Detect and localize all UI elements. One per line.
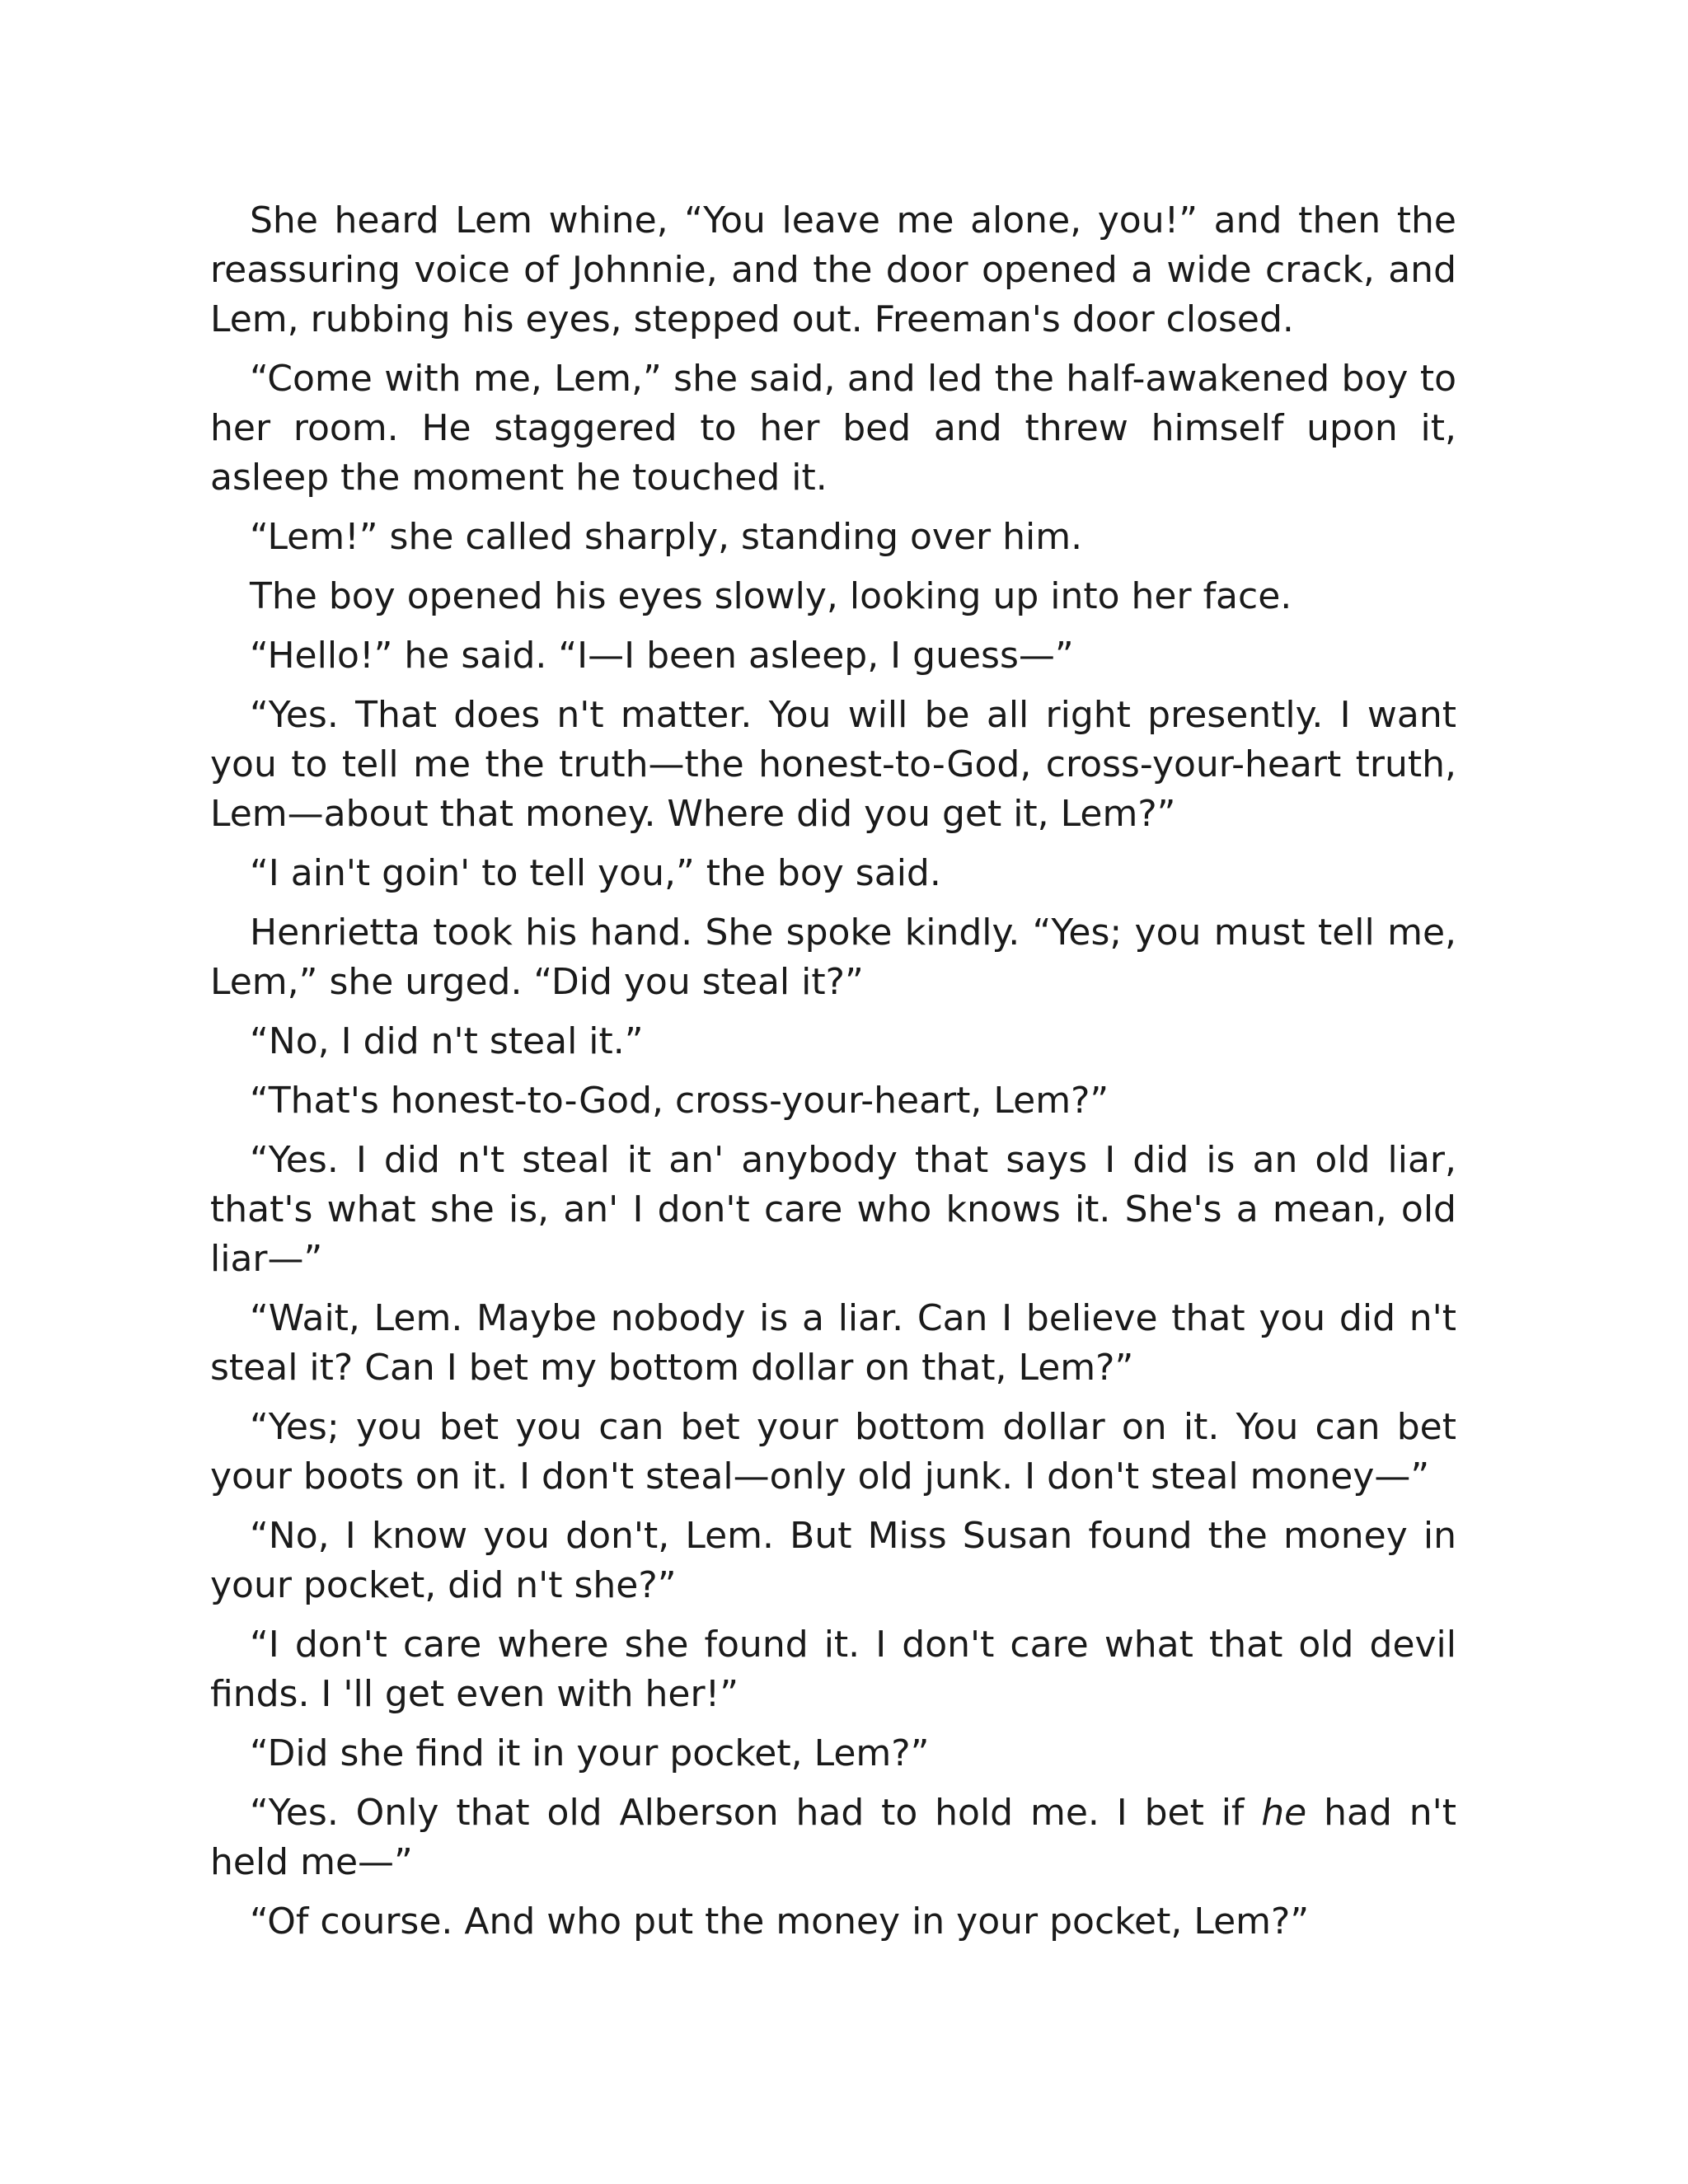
paragraph: “Lem!” she called sharply, standing over him.: [250, 516, 1083, 558]
paragraph: The boy opened his eyes slowly, looking up into her face.: [250, 575, 1292, 617]
paragraph: “No, I did n't steal it.”: [250, 1020, 644, 1062]
paragraph-text: had n't held me—”: [210, 1792, 1456, 1883]
paragraph: “I ain't goin' to tell you,” the boy said.: [250, 852, 941, 894]
paragraph: “No, I know you don't, Lem. But Miss Susan found the money in your pocket, did n't she?”: [210, 1515, 1456, 1606]
paragraph: “Wait, Lem. Maybe nobody is a liar. Can I believe that you did n't steal it? Can I bet my bottom dollar on that, Lem?”: [210, 1297, 1456, 1389]
paragraph: “Did she find it in your pocket, Lem?”: [250, 1732, 930, 1774]
paragraph-text: “Yes. Only that old Alberson had to hold me. I bet if: [250, 1792, 1262, 1834]
paragraph: She heard Lem whine, “You leave me alone, you!” and then the reassuring voice of Johnnie, and the door opened a wide crack, and Lem, rubbing his eyes, stepped out. Freeman's door closed.: [210, 199, 1456, 340]
paragraph: “Hello!” he said. “I—I been asleep, I guess—”: [250, 635, 1074, 677]
paragraph: “That's honest-to-God, cross-your-heart, Lem?”: [250, 1080, 1109, 1122]
paragraph: “Yes; you bet you can bet your bottom dollar on it. You can bet your boots on it. I don't steal—only old junk. I don't steal money—”: [210, 1406, 1456, 1497]
paragraph: “Yes. That does n't matter. You will be all right presently. I want you to tell me the truth—the honest-to-God, cross-your-heart truth, Lem—about that money. Where did you get it, Lem?”: [210, 694, 1456, 835]
paragraph: Henrietta took his hand. She spoke kindly. “Yes; you must tell me, Lem,” she urged. “Did you steal it?”: [210, 912, 1456, 1003]
paragraph: “I don't care where she found it. I don't care what that old devil finds. I 'll get even with her!”: [210, 1624, 1456, 1715]
page-body: [210, 196, 1456, 1957]
emphasized-word: he: [1261, 1792, 1307, 1834]
paragraph: “Yes. I did n't steal it an' anybody that says I did is an old liar, that's what she is, an' I don't care who knows it. She's a mean, old liar—”: [210, 1139, 1456, 1280]
paragraph: “Come with me, Lem,” she said, and led the half-awakened boy to her room. He staggered to her bed and threw himself upon it, asleep the moment he touched it.: [210, 358, 1456, 499]
paragraph: [210, 1788, 1456, 1887]
paragraph: “Of course. And who put the money in your pocket, Lem?”: [250, 1900, 1310, 1943]
